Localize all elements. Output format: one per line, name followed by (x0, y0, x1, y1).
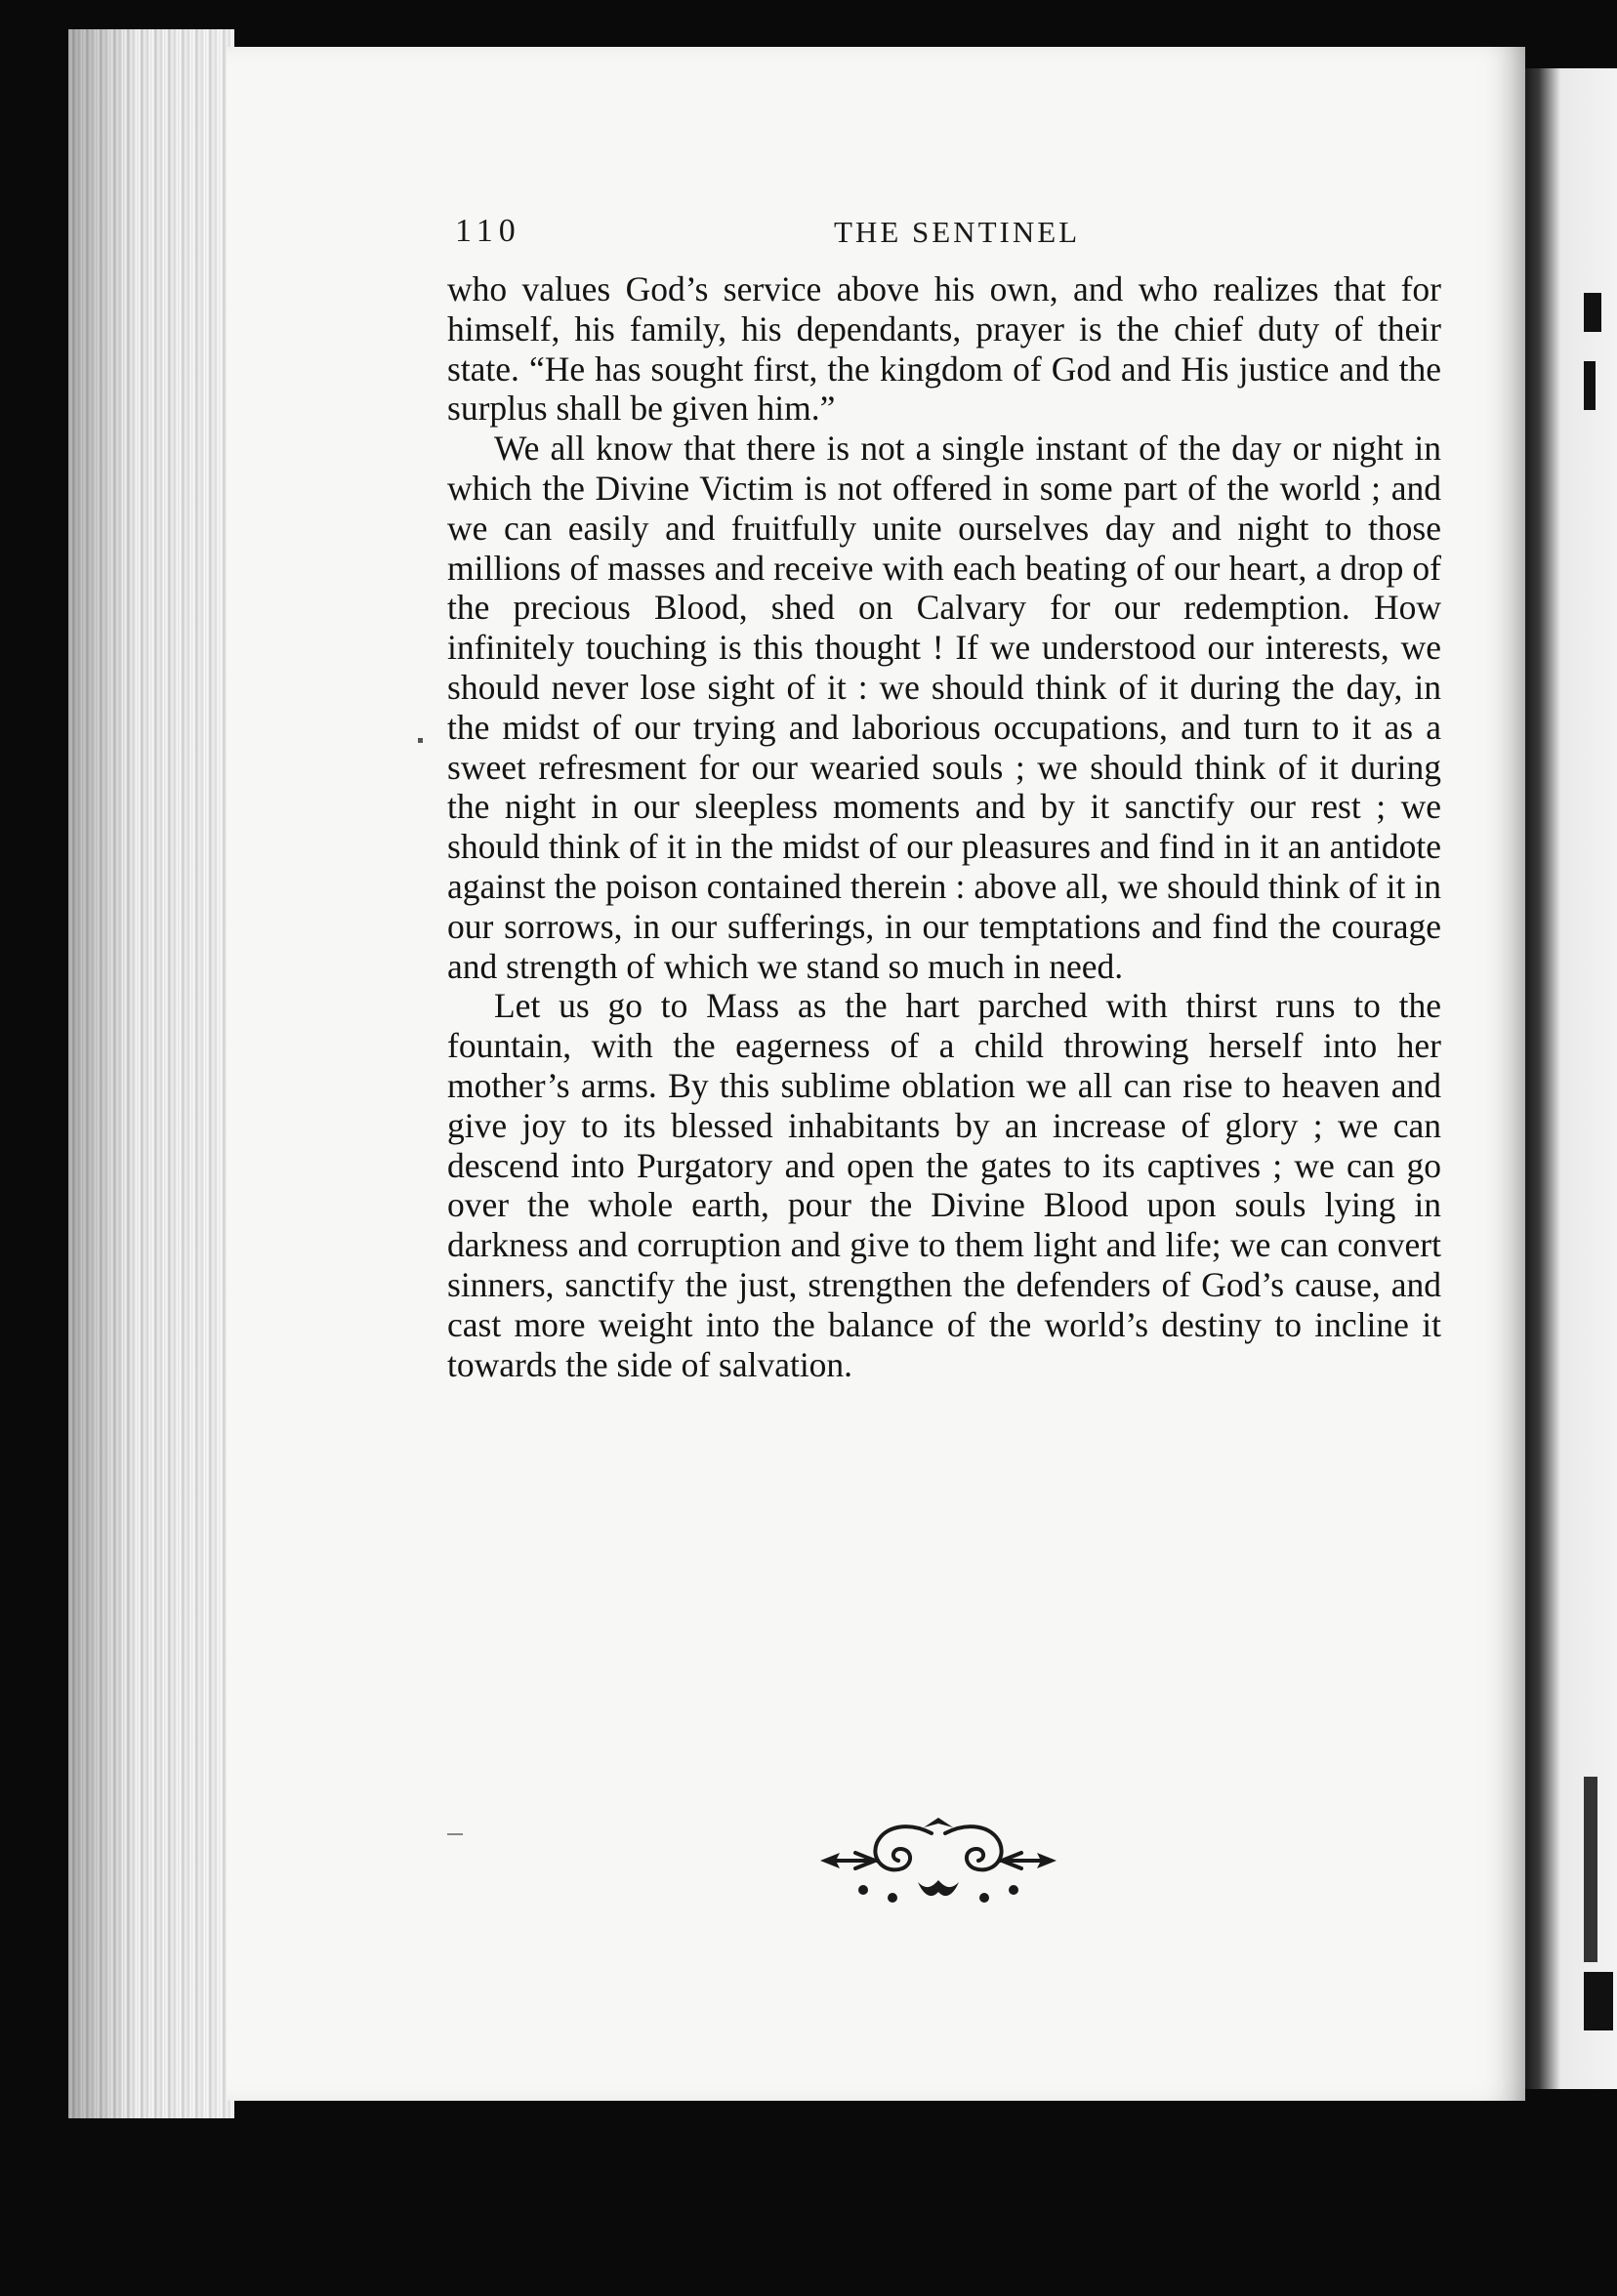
body-text (447, 269, 1441, 1384)
page-header (455, 213, 1451, 252)
stray-mark (418, 738, 423, 743)
paragraph: who values God’s service above his own, and who realizes that for himself, his family, his dependants, prayer is the chief duty of their state. “He has sought first, the kingdom of God and His justice and the surplus shall be given him.” (447, 269, 1441, 429)
stray-mark (447, 1833, 463, 1835)
page-edges (68, 29, 234, 2118)
paragraph: Let us go to Mass as the hart parched with thirst runs to the fountain, with the eagerness of a child throwing herself into her mother’s arms. By this sublime oblation we all can rise to heaven and give joy to its blessed inhabitants by an increase of glory ; we can descend into Purgatory and open the gates to its captives ; we can go over the whole earth, pour the Divine Blood upon souls lying in darkness and corruption and give to them light and life; we can convert sinners, sanctify the just, strengthen the defenders of God’s cause, and cast more weight into the balance of the world’s destiny to incline it towards the side of salvation. (447, 986, 1441, 1384)
scroll-ornament-icon (816, 1814, 1060, 1911)
facing-page-edge (1525, 68, 1617, 2089)
facing-page-fragment (1584, 1777, 1597, 1962)
page-number: 110 (455, 213, 521, 249)
facing-page-fragment (1584, 361, 1596, 410)
facing-page-fragment (1584, 1972, 1613, 2030)
running-head: THE SENTINEL (834, 215, 1081, 249)
paragraph: We all know that there is not a single instant of the day or night in which the Divine Victim is not offered in some part of the world ; and we can easily and fruitfully unite ourselves day and night to those millions of masses and receive with each beating of our heart, a drop of the precious Blood, shed on Calvary for our redemption. How infinitely touching is this thought ! If we understood our interests, we should never lose sight of it : we should think of it during the day, in the midst of our trying and laborious occupations, and turn to it as a sweet refresment for our wearied souls ; we should think of it during the night in our sleepless moments and by it sanctify our rest ; we should think of it in the midst of our pleasures and find in it an antidote against the poison contained therein : above all, we should think of it in our sorrows, in our sufferings, in our temptations and find the courage and strength of which we stand so much in need. (447, 429, 1441, 986)
facing-page-fragment (1584, 293, 1601, 332)
